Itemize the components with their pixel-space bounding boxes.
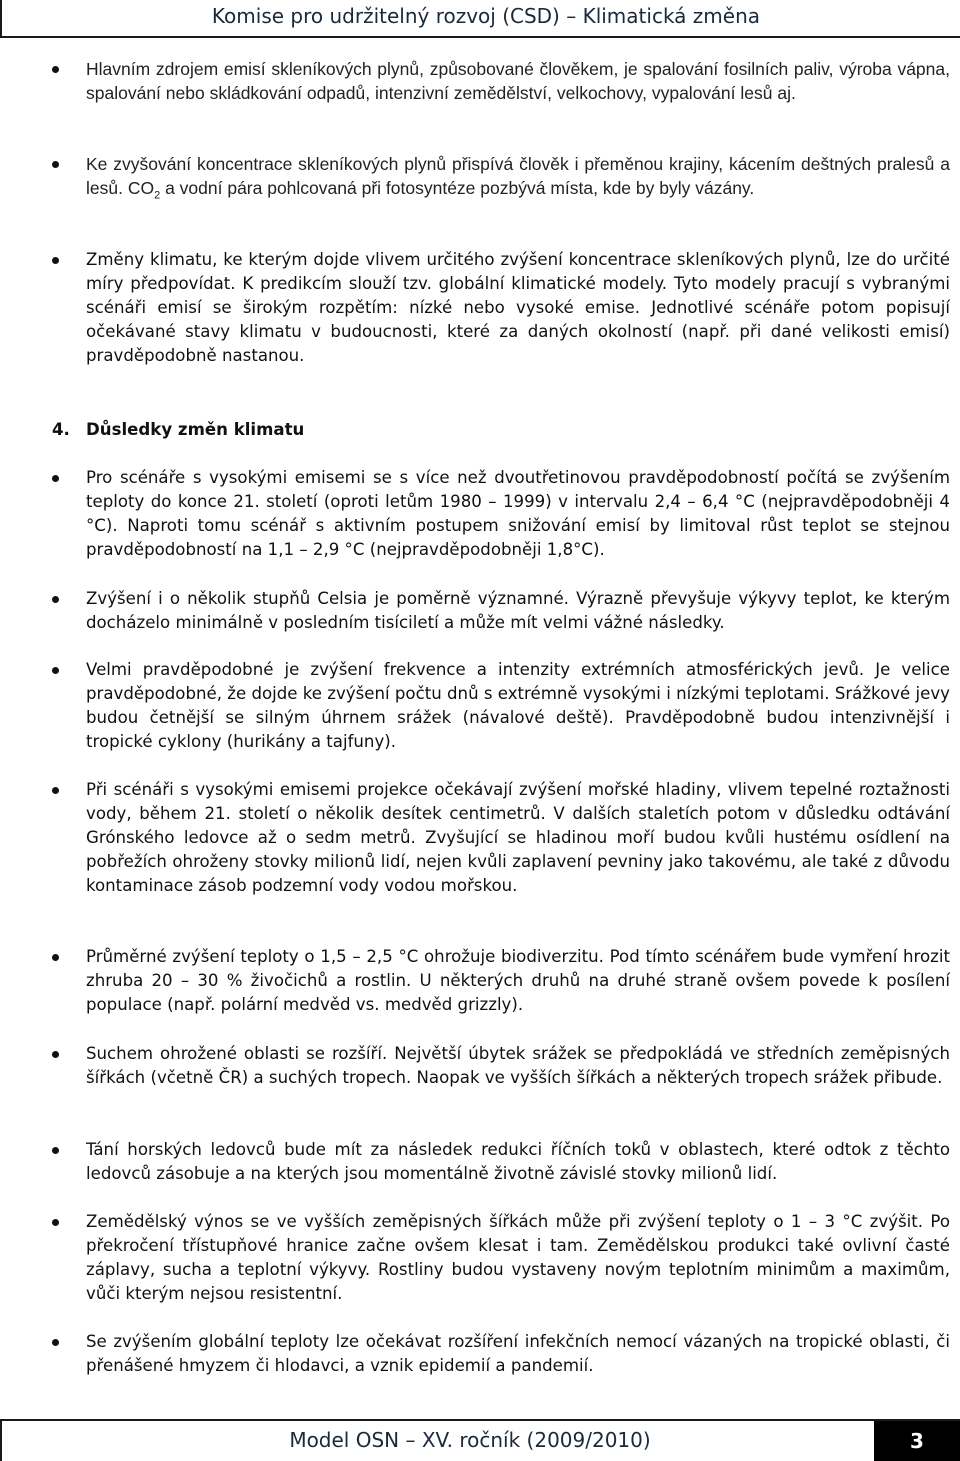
bullet-icon <box>52 667 59 674</box>
header-title: Komise pro udržitelný rozvoj (CSD) – Klimatická změna <box>211 4 760 28</box>
section-heading <box>52 418 304 442</box>
bullet-icon <box>52 596 59 603</box>
paragraph <box>86 152 950 208</box>
bullet-icon <box>52 787 59 794</box>
section-title: Důsledky změn klimatu <box>86 420 305 439</box>
page-number: 3 <box>874 1421 960 1461</box>
footer-rule <box>0 1419 960 1421</box>
paragraph: Při scénáři s vysokými emisemi projekce očekávají zvýšení mořské hladiny, vlivem tepelné roztažnosti vody, během 21. století o několik desítek centimetrů. V dalších staletích potom v důsledku odtávání Grónského ledovce až o sedm metrů. Zvyšující se hladinou moří budou kvůli hustému osídlení na pobřežích ohroženy stovky milionů lidí, nejen kvůli zaplavení pevniny jako takovému, ale také z důvodu kontaminace zásob podzemní vody vodou mořskou. <box>86 780 950 895</box>
bullet-icon <box>52 1051 59 1058</box>
paragraph: Se zvýšením globální teploty lze očekávat rozšíření infekčních nemocí vázaných na tropické oblasti, či přenášené hmyzem či hlodavci, a vznik epidemií a pandemií. <box>86 1332 950 1375</box>
bullet-icon <box>52 66 59 73</box>
paragraph: Zemědělský výnos se ve vyšších zeměpisných šířkách může při zvýšení teploty o 1 – 3 °C zvýšit. Po překročení třístupňové hranice začne ovšem klesat i tam. Zemědělskou produkci také ovlivní časté záplavy, sucha a teplotní výkyvy. Rostliny budou vystaveny novým teplotním minimům a maximům, vůči kterým nejsou resistentní. <box>86 1212 950 1303</box>
paragraph: Průměrné zvýšení teploty o 1,5 – 2,5 °C ohrožuje biodiverzitu. Pod tímto scénářem bude vymření hrozit zhruba 20 – 30 % živočichů a rostlin. U některých druhů na druhé straně ovšem povede k posílení populace (např. polární medvěd vs. medvěd grizzly). <box>86 947 950 1014</box>
bullet-icon <box>52 161 59 168</box>
bullet-icon <box>52 1147 59 1154</box>
footer-text: Model OSN – XV. ročník (2009/2010) <box>289 1428 651 1452</box>
paragraph: Změny klimatu, ke kterým dojde vlivem určitého zvýšení koncentrace skleníkových plynů, lze do určité míry předpovídat. K predikcím slouží tzv. globální klimatické modely. Tyto modely pracují s vybranými scénáři emisí se širokým rozpětím: nízké nebo vysoké emise. Jednotlivé scénáře potom popisují očekávané stavy klimatu v budoucnosti, které za daných okolností (např. při dané velikosti emisí) pravděpodobně nastanou. <box>86 250 950 365</box>
bullet-icon <box>52 257 59 264</box>
paragraph: Velmi pravděpodobné je zvýšení frekvence a intenzity extrémních atmosférických jevů. Je velice pravděpodobné, že dojde ke zvýšení počtu dnů s extrémně vysokými i nízkými teplotami. Srážkové jevy budou četnější se silným úhrnem srážek (návalové deště). Pravděpodobně budou intenzivnější i tropické cyklony (hurikány a tajfuny). <box>86 660 950 751</box>
paragraph: Zvýšení i o několik stupňů Celsia je poměrně významné. Výrazně převyšuje výkyvy teplot, ke kterým docházelo minimálně v posledním tisíciletí a může mít velmi vážné následky. <box>86 589 950 632</box>
section-number: 4. <box>52 420 70 439</box>
bullet-icon <box>52 954 59 961</box>
bullet-icon <box>52 1219 59 1226</box>
bullet-icon <box>52 1339 59 1346</box>
paragraph-text: Ke zvyšování koncentrace skleníkových plynů přispívá člověk i přeměnou krajiny, kácením deštných pralesů a lesů. CO <box>86 154 950 198</box>
bullet-icon <box>52 475 59 482</box>
footer-left-rule <box>0 1419 2 1461</box>
paragraph-text: a vodní pára pohlcovaná při fotosyntéze pozbývá místa, kde by byly vázány. <box>160 178 755 198</box>
paragraph: Hlavním zdrojem emisí skleníkových plynů, způsobované člověkem, je spalování fosilních paliv, výroba vápna, spalování nebo skládkování odpadů, intenzivní zemědělství, velkochovy, vypalování lesů aj. <box>86 59 950 103</box>
paragraph: Tání horských ledovců bude mít za následek redukci říčních toků v oblastech, které odtok z těchto ledovců zásobuje a na kterých jsou momentálně životně závislé stovky milionů lidí. <box>86 1140 950 1183</box>
paragraph: Pro scénáře s vysokými emisemi se s více než dvoutřetinovou pravděpodobností počítá se zvýšením teploty do konce 21. století (oproti letům 1980 – 1999) v intervalu 2,4 – 6,4 °C (nejpravděpodobněji 4 °C). Naproti tomu scénář s aktivním postupem snižování emisí by limitoval růst teplot se stejnou pravděpodobností na 1,1 – 2,9 °C (nejpravděpodobněji 1,8°C). <box>86 468 950 559</box>
paragraph: Suchem ohrožené oblasti se rozšíří. Největší úbytek srážek se předpokládá ve středních zeměpisných šířkách (včetně ČR) a suchých tropech. Naopak ve vyšších šířkách a některých tropech srážek přibude. <box>86 1044 950 1087</box>
subscript: 2 <box>154 189 161 202</box>
